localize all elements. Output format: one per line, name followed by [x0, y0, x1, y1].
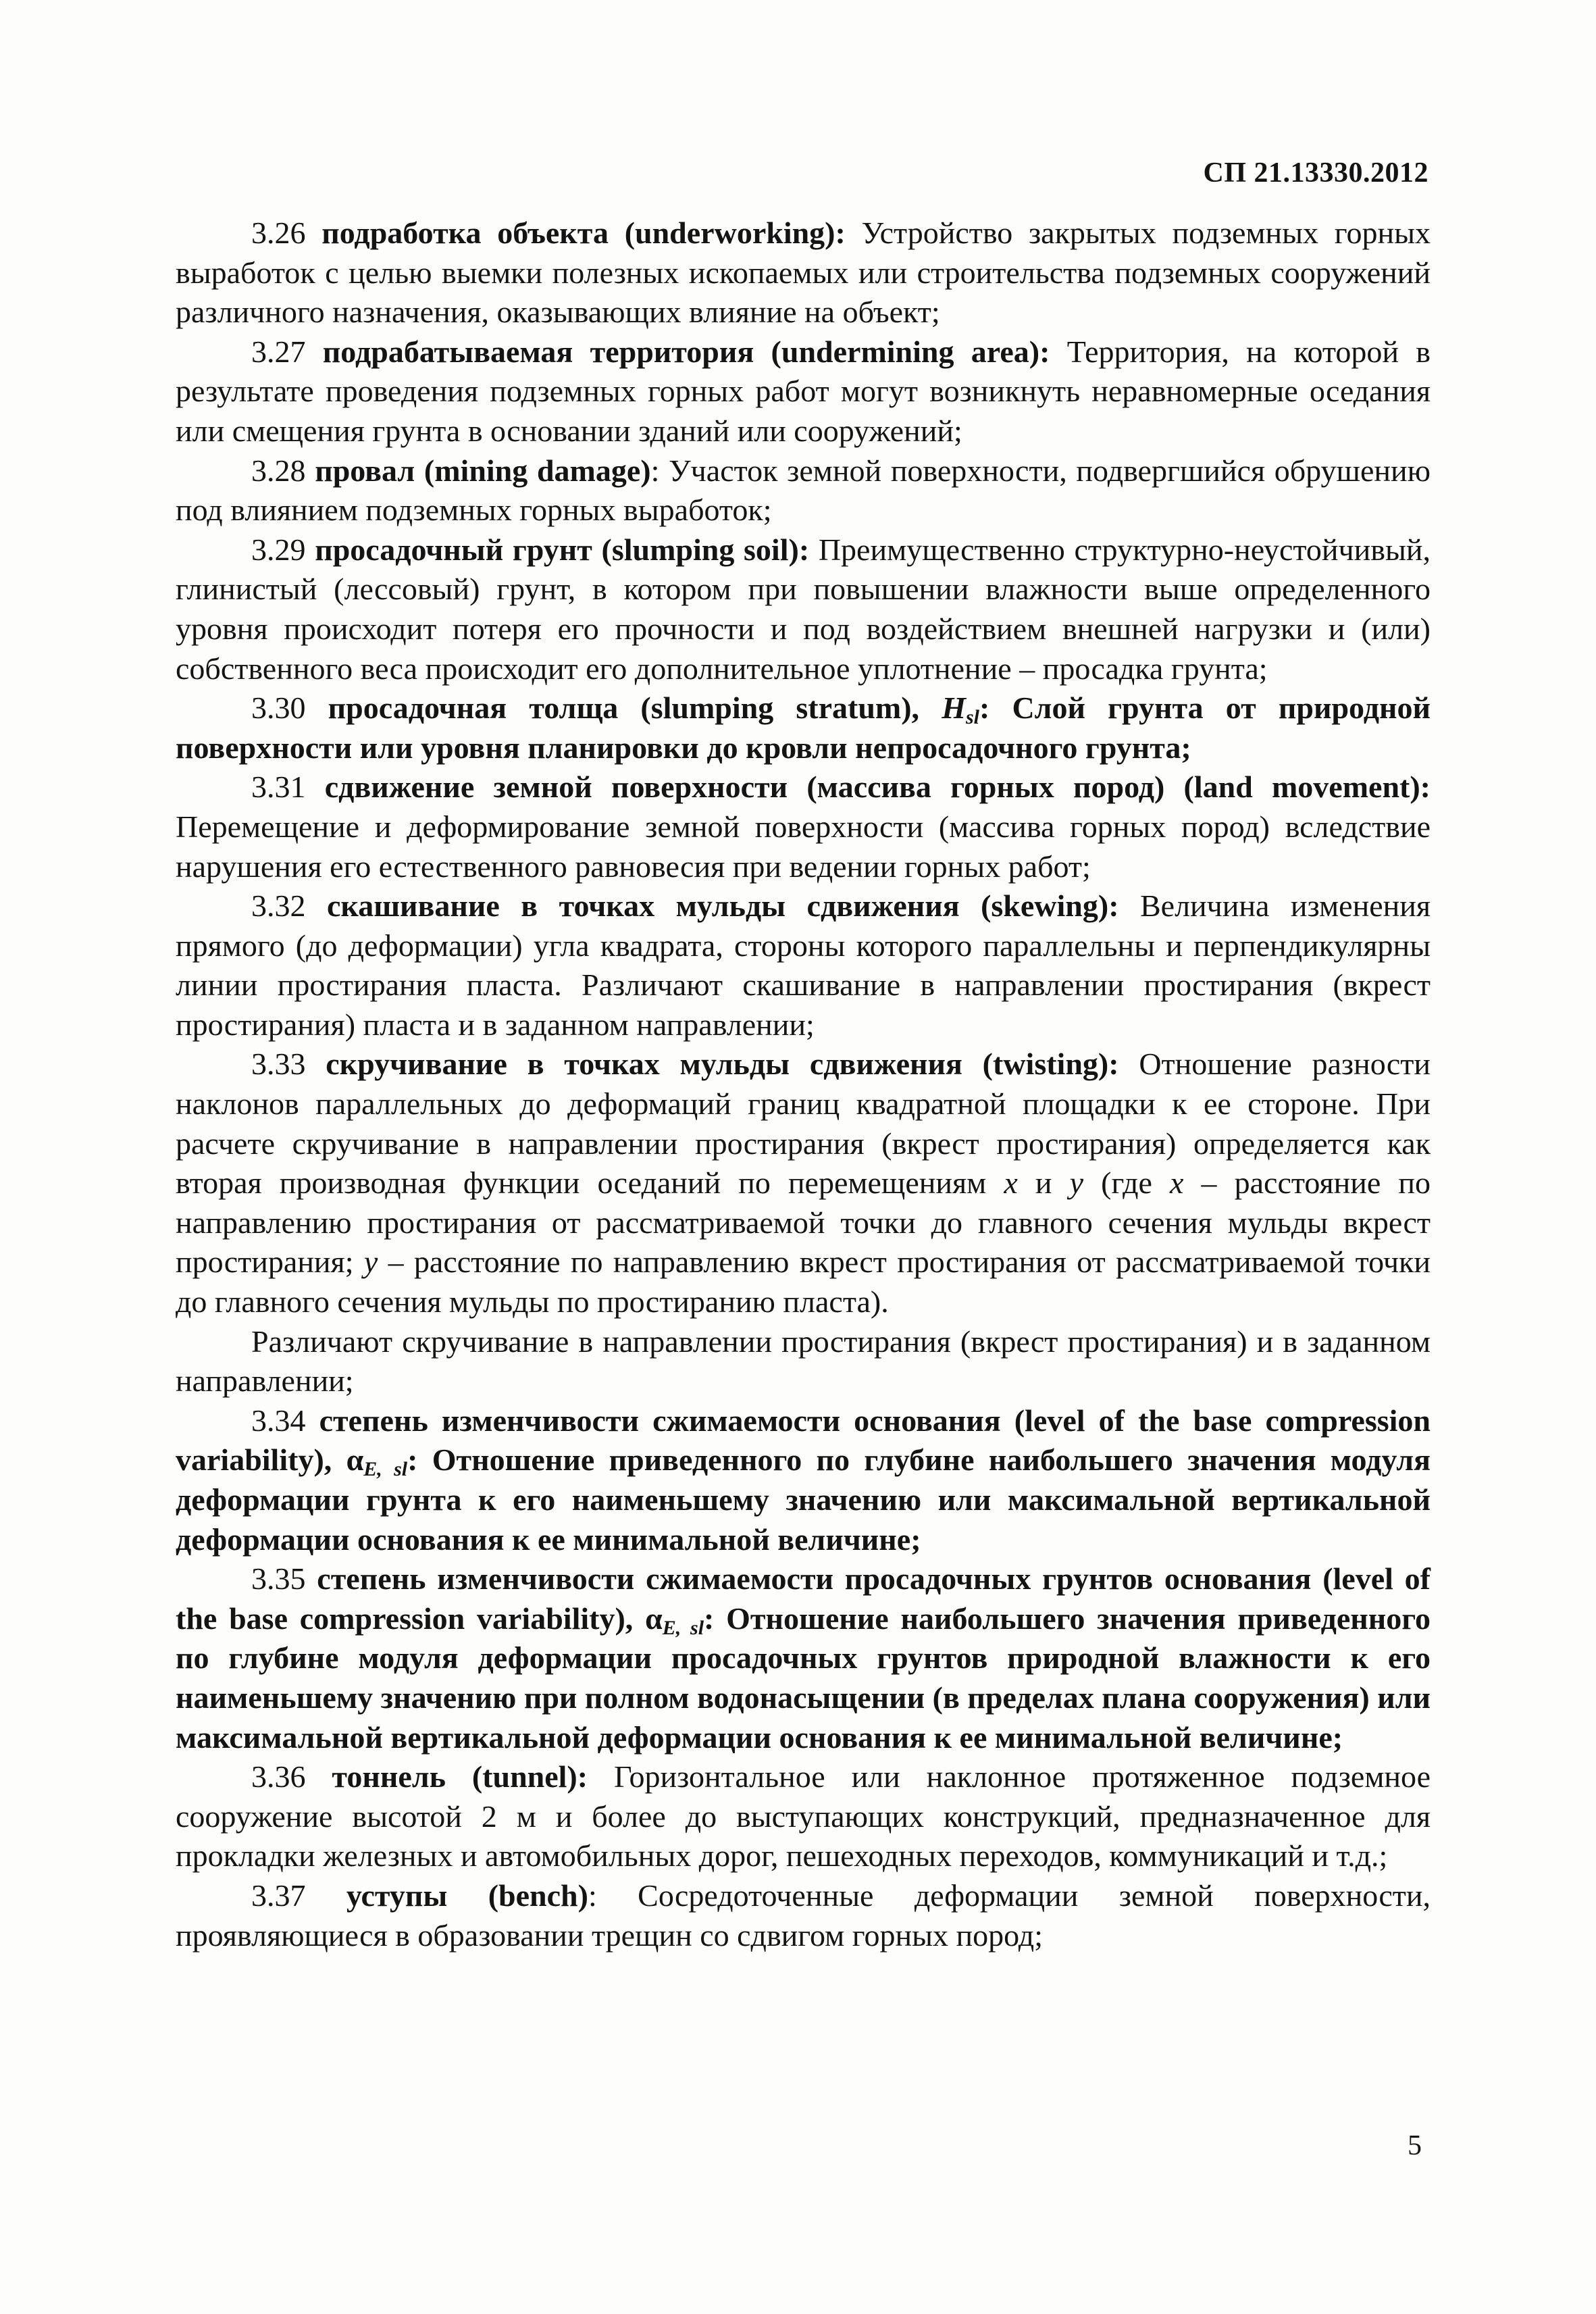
- definition-number: 3.34: [251, 1403, 306, 1438]
- definition-number: 3.31: [251, 770, 306, 805]
- definition-3-27: [176, 332, 1431, 451]
- definition-number: 3.37: [251, 1878, 306, 1913]
- definition-text: Устройство закрытых подземных горных выработок с целью выемки полезных ископаемых или строительства подземных сооружений различного назначения, оказывающих влияние на объект;: [176, 216, 1431, 330]
- definition-3-26: [176, 213, 1431, 332]
- definition-term: скашивание в точках мульды сдвижения (skewing):: [326, 888, 1119, 924]
- definition-term: скручивание в точках мульды сдвижения (twisting):: [326, 1047, 1119, 1082]
- definition-number: 3.30: [251, 690, 306, 726]
- definition-number: 3.32: [251, 888, 306, 924]
- definition-term: подрабатываемая территория (undermining area):: [322, 334, 1050, 369]
- definition-number: 3.28: [251, 453, 306, 488]
- definition-text: – расстояние по направлению простирания от рассматриваемой точки до главного сечения мульды вкрест простирания;: [176, 1165, 1431, 1280]
- definition-term: просадочный грунт (slumping soil):: [315, 532, 810, 567]
- variable-y: y: [363, 1244, 378, 1280]
- definition-3-32: [176, 886, 1431, 1045]
- definition-number: 3.26: [251, 216, 306, 250]
- variable-x: x: [1004, 1165, 1018, 1201]
- definition-3-31: [176, 768, 1431, 886]
- definition-3-35: [176, 1559, 1431, 1757]
- definition-text: (где: [1101, 1165, 1152, 1201]
- page-number: 5: [1408, 2130, 1422, 2161]
- definition-text: : Сосредоточенные деформации земной поверхности, проявляющиеся в образовании трещин со сдвигом горных пород;: [176, 1878, 1431, 1953]
- definition-number: 3.36: [251, 1759, 306, 1794]
- definition-3-29: [176, 530, 1431, 688]
- definition-3-33-note: [176, 1322, 1431, 1401]
- definition-text: : Отношение приведенного по глубине наибольшего значения модуля деформации грунта к его наименьшему значению или максимальной вертикальной деформации основания к ее минимальной величине;: [176, 1442, 1431, 1557]
- definition-term: тоннель (tunnel):: [332, 1759, 588, 1794]
- definition-text: Территория, на которой в результате проведения подземных горных работ могут возникнуть неравномерные оседания или смещения грунта в основании зданий или сооружений;: [176, 334, 1431, 448]
- definition-symbol-subscript: E, sl: [662, 1616, 704, 1639]
- definition-text: Горизонтальное или наклонное протяженное подземное сооружение высотой 2 м и более до выступающих конструкций, предназначенное для прокладки железных и автомобильных дорог, пешеходных переходов, коммуникаций и т.д.;: [176, 1759, 1431, 1873]
- definition-text: : Участок земной поверхности, подвергшийся обрушению под влиянием подземных горных выработок;: [176, 453, 1431, 528]
- definition-3-33: [176, 1045, 1431, 1322]
- definitions-list: [176, 213, 1431, 1955]
- document-code: СП 21.13330.2012: [1203, 157, 1428, 188]
- definition-symbol: H: [942, 690, 966, 726]
- definition-3-30: [176, 688, 1431, 768]
- definition-3-28: [176, 451, 1431, 530]
- definition-3-34: [176, 1401, 1431, 1559]
- definition-symbol: α: [645, 1601, 663, 1636]
- definition-number: 3.29: [251, 532, 306, 567]
- definition-3-36: [176, 1757, 1431, 1876]
- definition-term: уступы (bench): [346, 1878, 588, 1913]
- definition-text: : Слой грунта от природной поверхности или уровня планировки до кровли непросадочного грунта;: [176, 690, 1431, 765]
- definition-number: 3.33: [251, 1047, 306, 1082]
- definition-3-37: [176, 1876, 1431, 1955]
- definition-number: 3.27: [251, 334, 306, 369]
- definition-symbol-subscript: sl: [965, 706, 979, 729]
- definition-term: сдвижение земной поверхности (массива горных пород) (land movement):: [324, 770, 1431, 805]
- definition-term: провал (mining damage): [315, 453, 651, 488]
- definition-symbol: α: [346, 1442, 364, 1478]
- definition-symbol-subscript: E, sl: [363, 1458, 408, 1481]
- definition-text: : Отношение наибольшего значения приведенного по глубине модуля деформации просадочных грунтов природной влажности к его наименьшему значению при полном водонасыщении (в пределах плана сооружения) или максимальной вертикальной деформации основания к ее минимальной величине;: [176, 1601, 1431, 1755]
- definition-text: Отношение разности наклонов параллельных до деформаций границ квадратной площадки к ее стороне. При расчете скручивание в направлении простирания (вкрест простирания) определяется как вторая производная функции оседаний по перемещениям: [176, 1047, 1431, 1201]
- definition-text: – расстояние по направлению вкрест простирания от рассматриваемой точки до главного сечения мульды по простиранию пласта).: [176, 1244, 1431, 1319]
- definition-term: подработка объекта (underworking):: [321, 216, 846, 250]
- definition-term: просадочная толща (slumping stratum),: [328, 690, 920, 726]
- conjunction: и: [1035, 1165, 1052, 1201]
- definition-term: степень изменчивости сжимаемости просадочных грунтов основания (level of the base compression variability),: [176, 1561, 1431, 1636]
- definition-text: Перемещение и деформирование земной поверхности (массива горных пород) вследствие нарушения его естественного равновесия при ведении горных работ;: [176, 809, 1431, 884]
- definition-text: Различают скручивание в направлении простирания (вкрест простирания) и в заданном направлении;: [176, 1324, 1431, 1399]
- definition-text: Преимущественно структурно-неустойчивый, глинистый (лессовый) грунт, в котором при повышении влажности выше определенного уровня происходит потеря его прочности и под воздействием внешней нагрузки и (или) собственного веса происходит его дополнительное уплотнение – просадка грунта;: [176, 532, 1431, 686]
- definition-text: Величина изменения прямого (до деформации) угла квадрата, стороны которого параллельны и перпендикулярны линии простирания пласта. Различают скашивание в направлении простирания (вкрест простирания) пласта и в заданном направлении;: [176, 888, 1431, 1042]
- definition-term: степень изменчивости сжимаемости основания (level of the base compression variability),: [176, 1403, 1431, 1478]
- variable-x: x: [1170, 1165, 1184, 1201]
- definition-number: 3.35: [251, 1561, 306, 1596]
- variable-y: y: [1069, 1165, 1084, 1201]
